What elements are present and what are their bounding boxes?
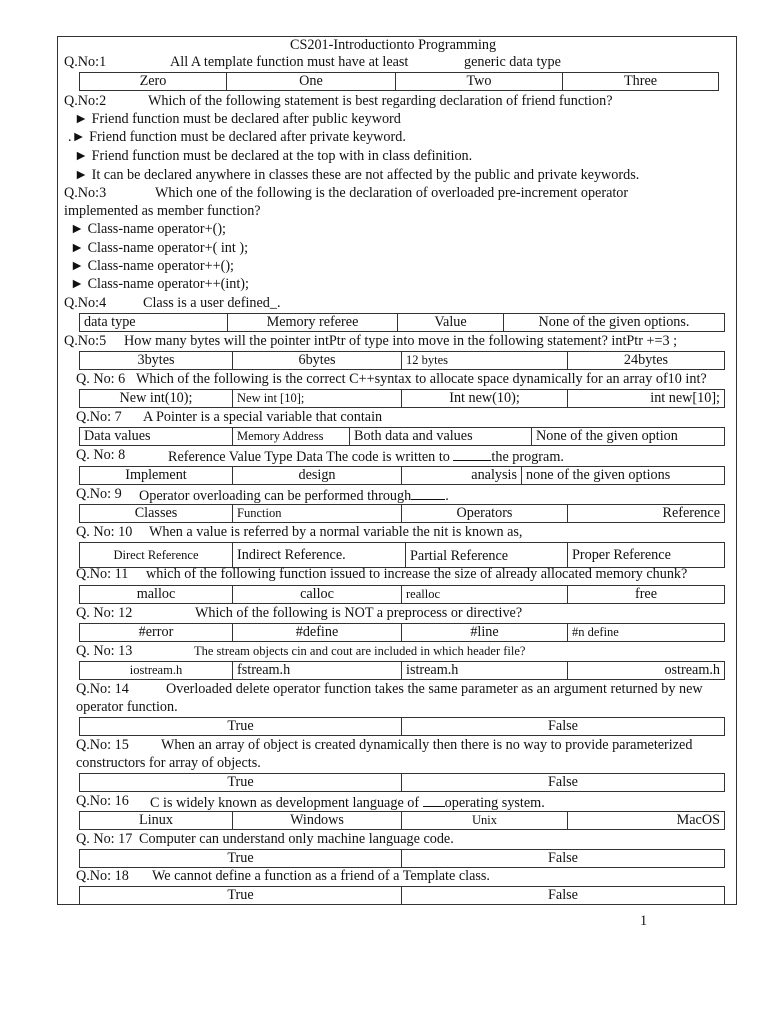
option-d[interactable]: free [568, 586, 725, 604]
question-1-tail: generic data type [464, 54, 561, 70]
question-10-number: Q. No: 10 [76, 524, 133, 540]
option-c[interactable]: 12 bytes [402, 352, 568, 370]
option-c[interactable]: Two [396, 73, 563, 91]
option-b[interactable]: Memory Address [233, 428, 350, 446]
question-8-text [168, 447, 564, 466]
options-row [80, 467, 725, 485]
option-true[interactable]: True [80, 718, 402, 736]
options-row [80, 586, 725, 604]
options-row [80, 505, 725, 523]
question-5-options [79, 351, 725, 370]
options-row [80, 662, 725, 680]
option-b[interactable]: Indirect Reference. [233, 543, 406, 568]
answer-blank [453, 447, 491, 461]
question-11-number: Q.No: 11 [76, 566, 129, 582]
option-b[interactable]: calloc [233, 586, 402, 604]
option-a[interactable]: Classes [80, 505, 233, 523]
option-false[interactable]: False [402, 850, 725, 868]
question-10-text: When a value is referred by a normal variable the nit is known as, [149, 524, 523, 540]
question-2-option-b[interactable]: .► Friend function must be declared after private keyword. [68, 129, 406, 145]
option-a[interactable]: Linux [80, 812, 233, 830]
options-row [80, 774, 725, 792]
options-row [80, 887, 725, 905]
option-b[interactable]: One [227, 73, 396, 91]
option-b[interactable]: 6bytes [233, 352, 402, 370]
question-15-text-cont: constructors for array of objects. [76, 755, 261, 771]
option-b[interactable]: Memory referee [228, 314, 398, 332]
question-5-text: How many bytes will the pointer intPtr of type into move in the following statement? intPtr +=3 ; [124, 333, 678, 349]
option-c[interactable]: analysis [402, 467, 522, 485]
options-row [80, 718, 725, 736]
option-b[interactable]: design [233, 467, 402, 485]
question-17-number: Q. No: 17 [76, 831, 133, 847]
option-false[interactable]: False [402, 887, 725, 905]
option-d[interactable]: Proper Reference [568, 543, 725, 568]
option-a[interactable]: malloc [80, 586, 233, 604]
question-6-text: Which of the following is the correct C++syntax to allocate space dynamically for an array of10 int? [136, 371, 707, 387]
question-13-number: Q. No: 13 [76, 643, 133, 659]
option-a[interactable]: Zero [80, 73, 227, 91]
question-16-options [79, 811, 725, 830]
options-row [80, 812, 725, 830]
option-c[interactable]: Int new(10); [402, 390, 568, 408]
question-14-options [79, 717, 725, 736]
question-13-options [79, 661, 725, 680]
option-d[interactable]: None of the given options. [504, 314, 725, 332]
question-1-number: Q.No:1 [64, 54, 107, 70]
option-b[interactable]: #define [233, 624, 402, 642]
option-a[interactable]: 3bytes [80, 352, 233, 370]
option-a[interactable]: iostream.h [80, 662, 233, 680]
options-row [80, 314, 725, 332]
question-12-options [79, 623, 725, 642]
options-row [80, 428, 725, 446]
option-d[interactable]: #n define [568, 624, 725, 642]
question-5-number: Q.No:5 [64, 333, 107, 349]
question-12-number: Q. No: 12 [76, 605, 133, 621]
options-row [80, 543, 725, 568]
question-7-number: Q.No: 7 [76, 409, 122, 425]
question-3-option-c[interactable]: ► Class-name operator++(); [70, 258, 234, 274]
option-d[interactable]: MacOS [568, 812, 725, 830]
option-d[interactable]: Three [563, 73, 719, 91]
question-3-text-cont: implemented as member function? [64, 203, 261, 219]
question-14-text: Overloaded delete operator function takes the same parameter as an argument returned by new [166, 681, 703, 697]
option-b[interactable]: fstream.h [233, 662, 402, 680]
option-d[interactable]: int new[10]; [568, 390, 725, 408]
option-false[interactable]: False [402, 718, 725, 736]
option-a[interactable]: Direct Reference [80, 543, 233, 568]
question-7-text: A Pointer is a special variable that contain [143, 409, 383, 425]
option-d[interactable]: ostream.h [568, 662, 725, 680]
options-row [80, 73, 719, 91]
question-12-text: Which of the following is NOT a preprocess or directive? [195, 605, 523, 621]
answer-blank [423, 793, 445, 807]
option-d[interactable]: Reference [568, 505, 725, 523]
option-c[interactable]: Operators [402, 505, 568, 523]
question-15-options [79, 773, 725, 792]
question-8-text-main: Reference Value Type Data The code is written to [168, 449, 450, 465]
question-3-option-b[interactable]: ► Class-name operator+( int ); [70, 240, 249, 256]
option-c[interactable]: Value [398, 314, 504, 332]
option-c[interactable]: realloc [402, 586, 568, 604]
question-14-text-cont: operator function. [76, 699, 178, 715]
question-4-text: Class is a user defined_. [143, 295, 281, 311]
options-row [80, 850, 725, 868]
option-a[interactable]: New int(10); [80, 390, 233, 408]
question-9-options [79, 504, 725, 523]
option-c[interactable]: istream.h [402, 662, 568, 680]
option-b[interactable]: Function [233, 505, 402, 523]
question-9-text [139, 486, 449, 505]
option-true[interactable]: True [80, 774, 402, 792]
question-15-text: When an array of object is created dynamically then there is no way to provide parameterized [161, 737, 693, 753]
question-9-tail: . [445, 488, 449, 504]
question-2-option-a[interactable]: ► Friend function must be declared after public keyword [74, 111, 401, 127]
question-18-text: We cannot define a function as a friend of a Template class. [152, 868, 490, 884]
option-b[interactable]: New int [10]; [233, 390, 402, 408]
option-true[interactable]: True [80, 850, 402, 868]
question-2-option-c[interactable]: ► Friend function must be declared at the top with in class definition. [74, 148, 473, 164]
question-8-tail: the program. [491, 449, 564, 465]
question-2-number: Q.No:2 [64, 93, 107, 109]
question-2-option-d[interactable]: ► It can be declared anywhere in classes these are not affected by the public and private keywords. [74, 167, 640, 183]
question-2-text: Which of the following statement is best regarding declaration of friend function? [148, 93, 613, 109]
question-9-number: Q.No: 9 [76, 486, 122, 502]
option-d[interactable]: none of the given options [522, 467, 725, 485]
question-4-number: Q.No:4 [64, 295, 107, 311]
option-false[interactable]: False [402, 774, 725, 792]
option-a[interactable]: Implement [80, 467, 233, 485]
question-17-text: Computer can understand only machine language code. [139, 831, 454, 847]
question-16-tail: operating system. [444, 795, 545, 811]
question-17-options [79, 849, 725, 868]
question-7-options [79, 427, 725, 446]
option-c[interactable]: Partial Reference [406, 543, 568, 568]
option-d[interactable]: 24bytes [568, 352, 725, 370]
option-c[interactable]: #line [402, 624, 568, 642]
option-true[interactable]: True [80, 887, 402, 905]
option-b[interactable]: Windows [233, 812, 402, 830]
question-1-options [79, 72, 719, 91]
question-13-text: The stream objects cin and cout are included in which header file? [194, 644, 526, 658]
question-9-text-main: Operator overloading can be performed through [139, 488, 412, 504]
question-3-option-d[interactable]: ► Class-name operator++(int); [70, 276, 249, 292]
options-row [80, 624, 725, 642]
question-4-options [79, 313, 725, 332]
question-16-text-main: C is widely known as development language of [150, 795, 420, 811]
question-16-number: Q.No: 16 [76, 793, 129, 809]
question-11-text: which of the following function issued to increase the size of already allocated memory chunk? [146, 566, 688, 582]
question-3-text: Which one of the following is the declaration of overloaded pre-increment operator [155, 185, 629, 201]
option-c[interactable]: Both data and values [350, 428, 532, 446]
page-number: 1 [640, 913, 648, 929]
question-6-number: Q. No: 6 [76, 371, 126, 387]
question-10-options [79, 542, 725, 568]
question-3-option-a[interactable]: ► Class-name operator+(); [70, 221, 226, 237]
options-row [80, 352, 725, 370]
question-6-options [79, 389, 725, 408]
option-a[interactable]: Data values [80, 428, 233, 446]
question-8-number: Q. No: 8 [76, 447, 126, 463]
question-1-text: All A template function must have at least [170, 54, 409, 70]
question-11-options [79, 585, 725, 604]
question-8-options [79, 466, 725, 485]
option-a[interactable]: #error [80, 624, 233, 642]
answer-blank [411, 486, 445, 500]
option-c[interactable]: Unix [402, 812, 568, 830]
question-15-number: Q.No: 15 [76, 737, 129, 753]
option-d[interactable]: None of the given option [532, 428, 725, 446]
question-3-number: Q.No:3 [64, 185, 107, 201]
option-a[interactable]: data type [80, 314, 228, 332]
question-16-text [150, 793, 545, 812]
question-14-number: Q.No: 14 [76, 681, 129, 697]
question-18-options [79, 886, 725, 905]
question-18-number: Q.No: 18 [76, 868, 129, 884]
document-title: CS201-Introductionto Programming [290, 37, 497, 53]
options-row [80, 390, 725, 408]
